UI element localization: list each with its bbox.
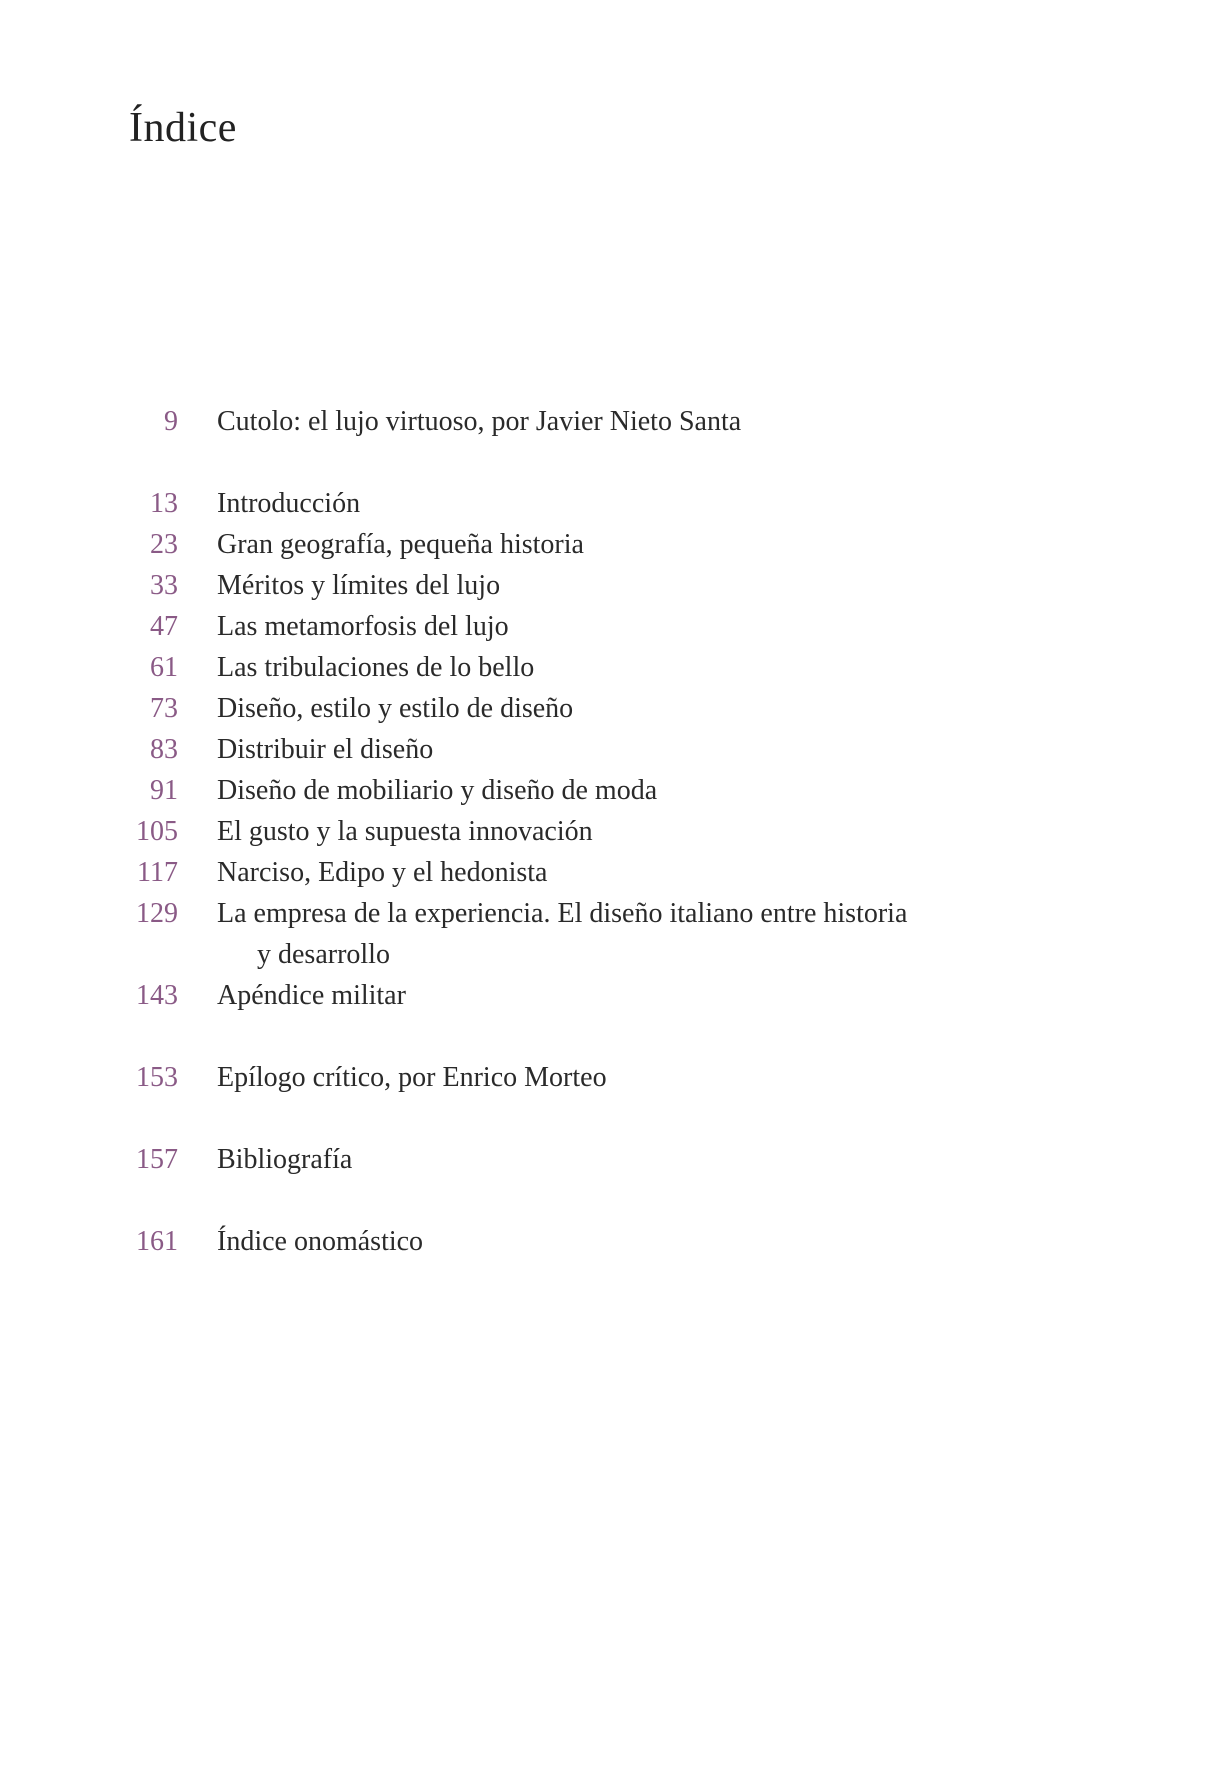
toc-entry-title-line: La empresa de la experiencia. El diseño italiano entre historia [217, 898, 908, 929]
toc-entry-title: Diseño, estilo y estilo de diseño [217, 693, 574, 724]
toc-entry[interactable] [0, 693, 1206, 733]
toc-entry[interactable] [0, 980, 1206, 1020]
toc-entry-title: Epílogo crítico, por Enrico Morteo [217, 1062, 607, 1093]
page-title: Índice [129, 105, 237, 151]
toc-page-number: 91 [150, 775, 178, 806]
toc-entry[interactable] [0, 611, 1206, 651]
toc-page-number: 117 [137, 857, 178, 888]
toc-entry-title [217, 898, 907, 971]
toc-entry[interactable] [0, 529, 1206, 569]
toc-page-number: 161 [136, 1226, 178, 1257]
toc-entry-title: Distribuir el diseño [217, 734, 434, 765]
toc-page-number: 153 [136, 1062, 178, 1093]
toc-entry-title: Méritos y límites del lujo [217, 570, 501, 601]
toc-page-number: 129 [136, 898, 178, 929]
toc-page-number: 33 [150, 570, 178, 601]
toc-entry-title: El gusto y la supuesta innovación [217, 816, 593, 847]
toc-entry[interactable] [0, 816, 1206, 856]
toc-entry-title-continuation: y desarrollo [257, 939, 390, 970]
toc-page-number: 143 [136, 980, 178, 1011]
toc-entry-title: Gran geografía, pequeña historia [217, 529, 584, 560]
toc-entry-title: Bibliografía [217, 1144, 353, 1175]
toc-entry-title: Las metamorfosis del lujo [217, 611, 509, 642]
toc-entry[interactable] [0, 1226, 1206, 1266]
toc-entry[interactable] [0, 775, 1206, 815]
toc-page-number: 47 [150, 611, 178, 642]
toc-page-number: 105 [136, 816, 178, 847]
toc-page-number: 73 [150, 693, 178, 724]
toc-page-number: 23 [150, 529, 178, 560]
toc-entry-title: Cutolo: el lujo virtuoso, por Javier Nieto Santa [217, 406, 742, 437]
toc-entry[interactable] [0, 652, 1206, 692]
toc-page-number: 9 [164, 406, 178, 437]
toc-entry[interactable] [0, 1144, 1206, 1184]
toc-page-number: 13 [150, 488, 178, 519]
toc-entry-title: Narciso, Edipo y el hedonista [217, 857, 548, 888]
toc-entry-title: Índice onomástico [217, 1226, 424, 1257]
toc-entry-title: Las tribulaciones de lo bello [217, 652, 535, 683]
toc-entry[interactable] [0, 1062, 1206, 1102]
toc-entry[interactable] [0, 857, 1206, 897]
toc-entry-title: Apéndice militar [217, 980, 406, 1011]
toc-page-number: 83 [150, 734, 178, 765]
toc-page-number: 157 [136, 1144, 178, 1175]
toc-entry-title: Diseño de mobiliario y diseño de moda [217, 775, 658, 806]
toc-entry[interactable] [0, 570, 1206, 610]
toc-page-number: 61 [150, 652, 178, 683]
toc-entry[interactable] [0, 898, 1206, 980]
toc-entry[interactable] [0, 734, 1206, 774]
toc-entry-title: Introducción [217, 488, 361, 519]
toc-entry[interactable] [0, 406, 1206, 446]
toc-entry[interactable] [0, 488, 1206, 528]
